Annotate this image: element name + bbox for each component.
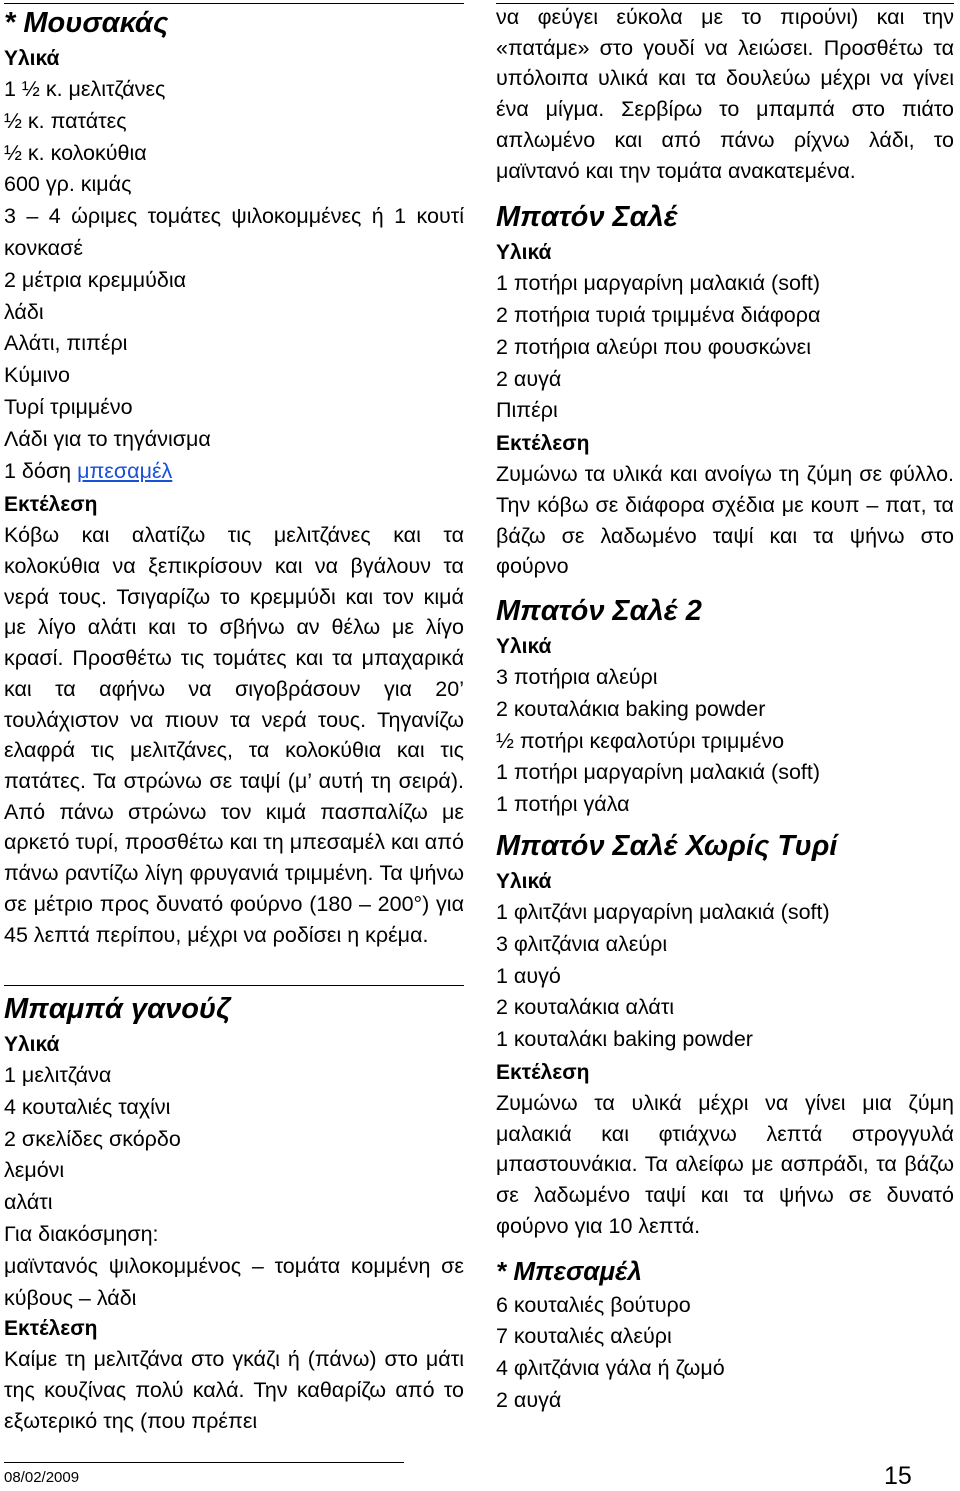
right-column — [496, 0, 954, 1417]
ingredient-item: 2 αυγά — [496, 366, 562, 391]
ingredient-item: 1 αυγό — [496, 963, 561, 988]
ingredient-item: Λάδι για το τηγάνισμα — [4, 426, 211, 451]
ingredient-item: 2 κουταλάκια αλάτι — [496, 995, 675, 1020]
ingredient-item: ½ κ. πατάτες — [4, 108, 127, 133]
method-text: Ζυμώνω τα υλικά και ανοίγω τη ζύμη σε φύλλο. Την κόβω σε διάφορα σχέδια με κουπ – πατ, τα βάζω σε λαδωμένο ταψί και τα ψήνω στο φούρνο — [496, 462, 954, 579]
ingredient-item: 3 ποτήρια αλεύρι — [496, 665, 658, 690]
ingredient-item: 6 κουταλιές βούτυρο — [496, 1292, 691, 1317]
ingredients-heading: Υλικά — [4, 47, 60, 70]
page-number: 15 — [884, 1462, 912, 1490]
ingredient-item: 3 – 4 ώριμες τομάτες ψιλοκομμένες ή 1 κουτί κονκασέ — [4, 204, 464, 260]
garnish-text: μαϊντανός ψιλοκομμένος – τομάτα κομμένη σε κύβους – λάδι — [4, 1253, 464, 1310]
recipe-title: Μπατόν Σαλέ Χωρίς Τυρί — [496, 830, 838, 862]
recipe-title: * Μουσακάς — [4, 7, 169, 39]
ingredient-item: Αλάτι, πιπέρι — [4, 331, 128, 356]
ingredients-heading: Υλικά — [496, 241, 552, 265]
ingredients-heading: Υλικά — [496, 870, 552, 893]
recipe-baton-sale-2 — [496, 594, 954, 821]
left-column — [4, 0, 464, 1433]
recipe-title: * Μπεσαμέλ — [496, 1255, 642, 1286]
ingredient-item: Για διακόσμηση: — [4, 1221, 159, 1246]
method-text-part1: Καίμε τη μελιτζάνα στο γκάζι ή (πάνω) στο μάτι της κουζίνας πολύ καλά. Την καθαρίζω από το εξωτερικό της (που πρέπει — [4, 1347, 464, 1433]
footer-rule — [4, 1462, 404, 1463]
ingredient-list — [4, 1060, 464, 1251]
method-heading: Εκτέλεση — [4, 1317, 98, 1341]
method-text: Ζυμώνω τα υλικά μέχρι να γίνει μια ζύμη μαλακιά και φτιάχνω λεπτά στρογγυλά μπαστουνάκια. Τα αλείφω με ασπράδι, τα βάζω σε λαδωμένο ταψί και τα ψήνω σε δυνατό φούρνο για 10 λεπτά. — [496, 1090, 954, 1238]
ingredient-item: 2 αυγά — [496, 1387, 562, 1412]
method-text: Κόβω και αλατίζω τις μελιτζάνες και τα κολοκύθια να ξεπικρίσουν και να βγάλουν τα νερά τους. Τσιγαρίζω το κρεμμύδι και τον κιμά με λίγο αλάτι και το σβήνω αν θέλω με λίγο κρασί. Προσθέτω τις τομάτες και τα μπαχαρικά και τα αφήνω να σιγοβράσουν για 20’ τουλάχιστον να πιουν τα νερά τους. Τηγανίζω ελαφρά τις μελιτζάνες, τα κολοκύθια και τις πατάτες. Τα στρώνω σε ταψί (μ’ αυτή τη σειρά). Από πάνω στρώνω τον κιμά πασπαλίζω με αρκετό τυρί, προσθέτω και τη μπεσαμέλ και από πάνω ραντίζω λίγη φρυγανιά τριμμένη. Τα ψήνω σε μέτριο προς δυνατό φούρνο (180 – 200°) για 45 λεπτά περίπου, μέχρι να ροδίσει η κρέμα. — [4, 523, 464, 947]
recipe-title: Μπατόν Σαλέ — [496, 201, 678, 234]
ingredient-item: 2 ποτήρια τυριά τριμμένα διάφορα — [496, 303, 821, 328]
ingredient-item: 1 φλιτζάνι μαργαρίνη μαλακιά (soft) — [496, 900, 830, 924]
bechamel-link[interactable]: μπεσαμέλ — [77, 458, 173, 483]
ingredients-heading: Υλικά — [496, 635, 552, 659]
ingredient-list — [496, 268, 954, 427]
recipe-baton-sale-no-cheese — [496, 829, 954, 1242]
ingredient-item: 3 φλιτζάνια αλεύρι — [496, 931, 668, 956]
ingredient-item: λάδι — [4, 299, 44, 324]
method-heading: Εκτέλεση — [496, 1060, 590, 1084]
ingredients-heading: Υλικά — [4, 1033, 60, 1056]
ingredient-item: Πιπέρι — [496, 398, 558, 423]
ingredient-list — [496, 1290, 954, 1417]
recipe-moussakas — [4, 0, 464, 950]
ingredient-item: 1 ½ κ. μελιτζάνες — [4, 77, 166, 101]
ingredient-item: ½ ποτήρι κεφαλοτύρι τριμμένο — [496, 728, 785, 753]
ingredient-item: 4 φλιτζάνια γάλα ή ζωμό — [496, 1356, 725, 1381]
recipe-bechamel — [496, 1254, 954, 1417]
ingredient-item: 7 κουταλιές αλεύρι — [496, 1324, 672, 1349]
footer-date: 08/02/2009 — [4, 1469, 80, 1486]
ingredient-item: 2 μέτρια κρεμμύδια — [4, 267, 187, 292]
ingredient-item: 1 κουταλάκι baking powder — [496, 1027, 753, 1052]
method-heading: Εκτέλεση — [496, 432, 590, 456]
ingredient-item: 1 ποτήρι γάλα — [496, 792, 630, 817]
ingredient-item: λεμόνι — [4, 1158, 65, 1183]
ingredient-item-bechamel — [4, 456, 464, 488]
ingredient-item: 600 γρ. κιμάς — [4, 172, 132, 197]
ingredient-list — [4, 74, 464, 487]
recipe-baton-sale — [496, 200, 954, 582]
divider-rule — [4, 985, 464, 986]
ingredient-item: αλάτι — [4, 1190, 53, 1215]
recipe-baba-ganoush — [4, 992, 464, 1436]
ingredient-list — [496, 897, 954, 1056]
ingredient-item: 2 κουταλάκια baking powder — [496, 696, 766, 721]
ingredient-item: 4 κουταλιές ταχίνι — [4, 1094, 171, 1119]
bechamel-prefix: 1 δόση — [4, 458, 78, 483]
ingredient-item: 2 ποτήρια αλεύρι που φουσκώνει — [496, 334, 812, 359]
ingredient-item: Τυρί τριμμένο — [4, 394, 133, 419]
ingredient-item: 1 μελιτζάνα — [4, 1063, 112, 1087]
recipe-title: Μπαμπά γανούζ — [4, 993, 231, 1025]
ingredient-list — [496, 662, 954, 821]
ingredient-item: 1 ποτήρι μαργαρίνη μαλακιά (soft) — [496, 271, 821, 296]
method-heading: Εκτέλεση — [4, 493, 98, 517]
ingredient-item: Κύμινο — [4, 363, 70, 388]
ingredient-item: 1 ποτήρι μαργαρίνη μαλακιά (soft) — [496, 760, 821, 785]
ingredient-item: 2 σκελίδες σκόρδο — [4, 1126, 181, 1151]
method-text-part2: να φεύγει εύκολα με το πιρούνι) και την «πατάμε» στο γουδί να λειώσει. Προσθέτω τα υπόλοιπα υλικά και τα δουλεύω μέχρι να γίνει ένα μίγμα. Σερβίρω το μπαμπά στο πιάτο απλωμένο και από πάνω ρίχνω λάδι, το μαϊντανό και την τομάτα ανακατεμένα. — [496, 5, 954, 183]
recipe-title: Μπατόν Σαλέ 2 — [496, 595, 702, 628]
ingredient-item: ½ κ. κολοκύθια — [4, 140, 147, 165]
